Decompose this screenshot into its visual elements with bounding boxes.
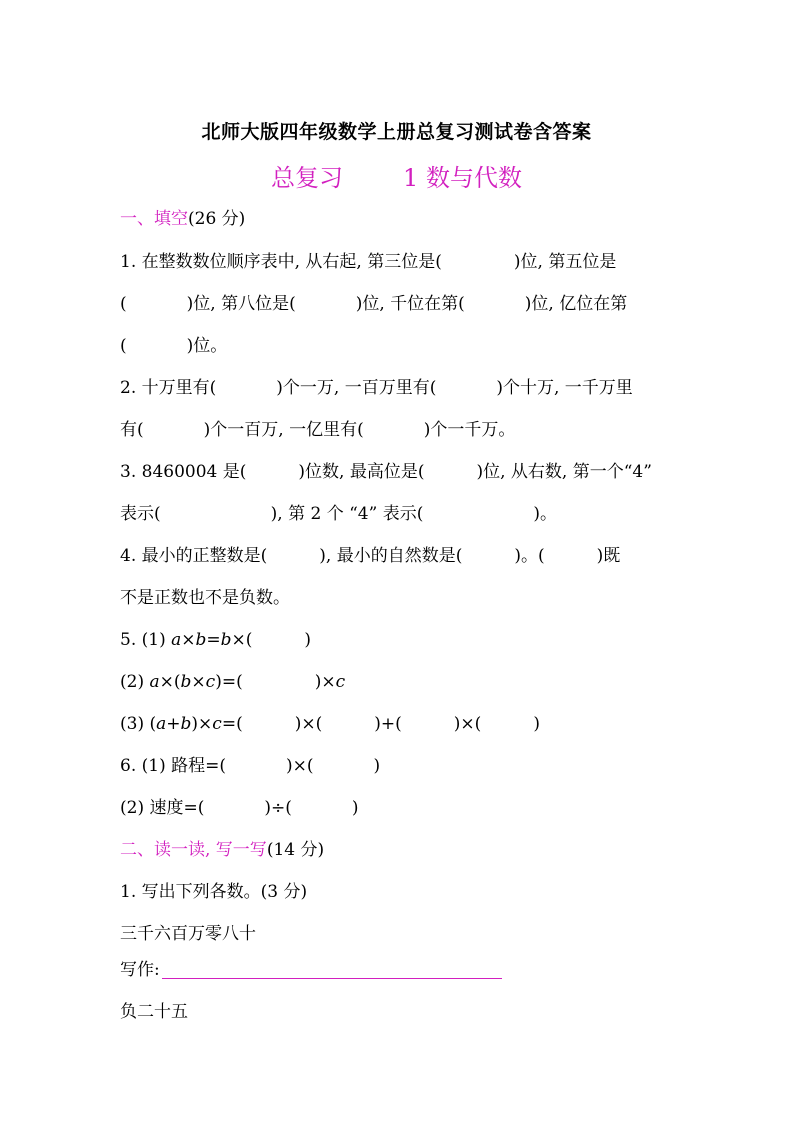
s2q1-label: 1. 写出下列各数。(3 分): [120, 882, 308, 902]
var-b: b: [180, 714, 192, 734]
paren-open: (: [315, 714, 323, 734]
section2-score: (14 分): [266, 840, 325, 860]
q6-text: 6. (1) 路程=(: [120, 756, 226, 776]
q1-line1: [120, 254, 680, 271]
times-sign: ×: [181, 630, 196, 650]
subtitle-right: 1 数与代数: [403, 164, 522, 192]
paren-open: (: [474, 714, 482, 734]
paren-open: (: [395, 714, 402, 734]
q1-text: 1. 在整数数位顺序表中, 从右起, 第三位是(: [120, 252, 442, 272]
q2-text: 2. 十万里有(: [120, 378, 217, 398]
paren-close: ): [294, 714, 302, 734]
s2q1-item2: 负二十五: [120, 1002, 188, 1022]
var-b: b: [220, 630, 232, 650]
q1-text: )位, 亿位在第: [524, 294, 628, 314]
times-sign: ×: [460, 714, 475, 734]
q4-line1: [120, 548, 680, 565]
paren-close: ): [191, 714, 199, 734]
answer-underline[interactable]: [162, 962, 502, 979]
var-c: c: [205, 672, 216, 692]
q6-text: )÷(: [264, 798, 292, 818]
var-a: a: [156, 714, 167, 734]
times-sign: ×: [198, 714, 213, 734]
s2q1-item1: 三千六百万零八十: [120, 924, 256, 944]
write-label: 写作:: [120, 960, 160, 980]
paren-close: ): [453, 714, 461, 734]
q1-text: )位, 千位在第(: [355, 294, 465, 314]
section2-heading: [120, 842, 680, 859]
q3-text: 表示(: [120, 504, 161, 524]
paren-open: (: [236, 672, 243, 692]
q1-text: )位。: [186, 336, 228, 356]
q1-text: )位, 第八位是(: [186, 294, 296, 314]
q6-text: ): [351, 798, 359, 818]
paren-open: (: [173, 672, 181, 692]
q3-text: )位, 从右数, 第一个“4”: [476, 462, 652, 482]
plus-sign: +: [166, 714, 181, 734]
equals-sign: =: [221, 714, 237, 734]
q3-text: 3. 8460004 是(: [120, 462, 247, 482]
q6-line1: [120, 758, 680, 775]
q1-text: )位, 第五位是: [513, 252, 617, 272]
times-sign: ×: [159, 672, 174, 692]
q5-text: (2): [120, 672, 150, 692]
equals-sign: =: [221, 672, 237, 692]
var-c: c: [212, 714, 222, 734]
var-b: b: [195, 630, 207, 650]
q4-text: )既: [596, 546, 621, 566]
paren-close: ): [314, 672, 322, 692]
section1-score: (26 分): [188, 209, 246, 229]
subtitle-left: 总复习: [271, 164, 344, 192]
q3-text: ), 第 2 个 “4” 表示(: [270, 504, 424, 524]
q2-text: )个一百万, 一亿里有(: [203, 420, 364, 440]
q2-text: )个十万, 一千万里: [496, 378, 633, 398]
times-sign: ×: [191, 672, 206, 692]
q4-text: ), 最小的自然数是(: [319, 546, 463, 566]
q6-text: )×(: [285, 756, 314, 776]
s2q1-write-line: [120, 962, 680, 979]
q2-line2: [120, 422, 680, 439]
q1-text: (: [120, 294, 127, 314]
q4-line2: 不是正数也不是负数。: [120, 588, 290, 608]
paren-close: ): [304, 630, 312, 650]
q6-text: (2) 速度=(: [120, 798, 205, 818]
document-subtitle: [0, 158, 793, 193]
q4-text: 4. 最小的正整数是(: [120, 546, 268, 566]
q3-text: )位数, 最高位是(: [298, 462, 425, 482]
paren-close: ): [374, 714, 381, 734]
q4-text: )。(: [514, 546, 545, 566]
q3-line2: [120, 506, 680, 523]
q5-line3: [120, 716, 680, 733]
document-title: 北师大版四年级数学上册总复习测试卷含答案: [201, 121, 592, 143]
section1-heading: [120, 211, 680, 228]
q1-line2: [120, 296, 680, 313]
paren-open: (: [149, 714, 157, 734]
q5-text: (3): [120, 714, 150, 734]
q2-text: 有(: [120, 420, 144, 440]
equals-sign: =: [206, 630, 221, 650]
paren-close: ): [533, 714, 540, 734]
section2-title: 二、读一读, 写一写: [120, 840, 267, 860]
q2-line1: [120, 380, 680, 397]
q2-text: )个一万, 一百万里有(: [276, 378, 437, 398]
q5-line1: [120, 632, 680, 649]
q5-text: 5. (1): [120, 630, 172, 650]
q6-text: ): [373, 756, 381, 776]
paren-open: (: [236, 714, 243, 734]
q2-text: )个一千万。: [423, 420, 516, 440]
q1-text: (: [120, 336, 127, 356]
section1-title: 一、填空: [120, 209, 188, 229]
q5-line2: [120, 674, 680, 691]
q1-line3: [120, 338, 680, 355]
var-a: a: [149, 672, 160, 692]
q3-text: )。: [533, 504, 557, 524]
times-sign: ×: [301, 714, 316, 734]
var-a: a: [171, 630, 182, 650]
times-sign: ×: [321, 672, 336, 692]
paren-open: (: [245, 630, 253, 650]
paren-close: ): [215, 672, 222, 692]
times-sign: ×: [231, 630, 246, 650]
q6-line2: [120, 800, 680, 817]
var-c: c: [335, 672, 346, 692]
var-b: b: [180, 672, 192, 692]
plus-sign: +: [380, 714, 396, 734]
q3-line1: [120, 464, 680, 481]
